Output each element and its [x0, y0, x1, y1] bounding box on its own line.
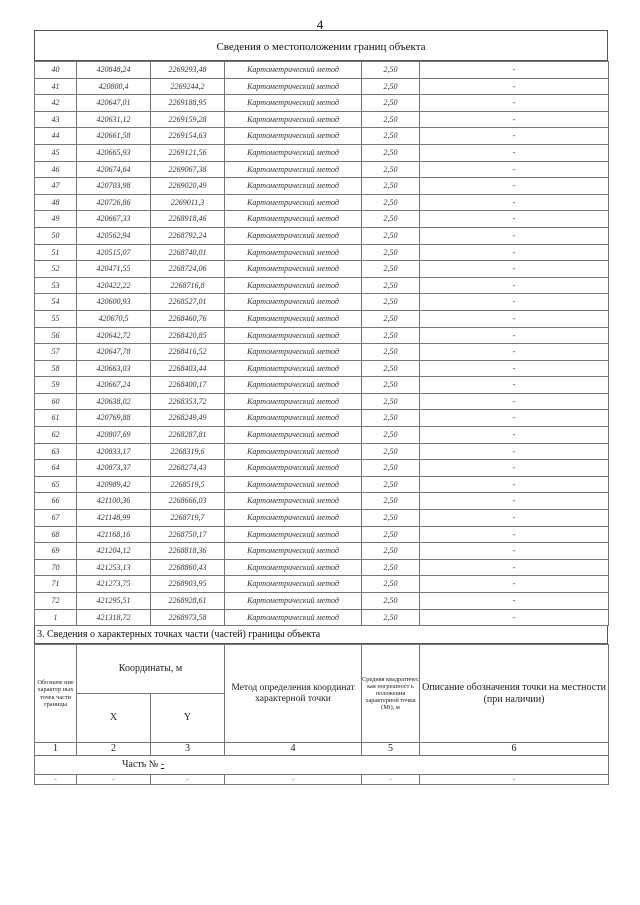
description-cell: -	[420, 526, 609, 543]
header-coordinates: Координаты, м	[77, 645, 225, 694]
table-row	[35, 144, 609, 161]
table-row	[35, 393, 609, 410]
precision-cell: 2,50	[362, 460, 420, 477]
coord-y-cell: 2268287,81	[151, 427, 225, 444]
coord-x-cell: 421295,51	[77, 593, 151, 610]
method-cell: Картометрический метод	[225, 377, 362, 394]
method-cell: Картометрический метод	[225, 576, 362, 593]
coord-y-cell: 2268319,6	[151, 443, 225, 460]
precision-cell: 2,50	[362, 327, 420, 344]
description-cell: -	[420, 128, 609, 145]
description-cell: -	[420, 294, 609, 311]
method-cell: Картометрический метод	[225, 194, 362, 211]
point-number-cell: 45	[35, 144, 77, 161]
dash-cell: -	[225, 775, 362, 785]
point-number-cell: 61	[35, 410, 77, 427]
coord-x-cell: 420667,33	[77, 211, 151, 228]
coord-x-cell: 421100,36	[77, 493, 151, 510]
coord-x-cell: 420600,93	[77, 294, 151, 311]
point-number-cell: 52	[35, 261, 77, 278]
point-number-cell: 41	[35, 78, 77, 95]
coord-x-cell: 420670,5	[77, 310, 151, 327]
coord-y-cell: 2268353,72	[151, 393, 225, 410]
dash-cell: -	[35, 775, 77, 785]
precision-cell: 2,50	[362, 410, 420, 427]
coord-y-cell: 2268274,43	[151, 460, 225, 477]
coord-x-cell: 420422,22	[77, 277, 151, 294]
table-row	[35, 327, 609, 344]
coord-y-cell: 2268818,36	[151, 543, 225, 560]
point-number-cell: 55	[35, 310, 77, 327]
method-cell: Картометрический метод	[225, 526, 362, 543]
coord-x-cell: 420833,17	[77, 443, 151, 460]
part-label: Часть №	[122, 759, 159, 771]
coord-y-cell: 2269244,2	[151, 78, 225, 95]
point-number-cell: 58	[35, 360, 77, 377]
table-row	[35, 128, 609, 145]
method-cell: Картометрический метод	[225, 310, 362, 327]
description-cell: -	[420, 111, 609, 128]
precision-cell: 2,50	[362, 493, 420, 510]
table-row	[35, 460, 609, 477]
table-row	[35, 410, 609, 427]
precision-cell: 2,50	[362, 294, 420, 311]
description-cell: -	[420, 443, 609, 460]
description-cell: -	[420, 510, 609, 527]
description-cell: -	[420, 310, 609, 327]
coord-y-cell: 2268460,76	[151, 310, 225, 327]
coord-x-cell: 420631,12	[77, 111, 151, 128]
point-number-cell: 57	[35, 344, 77, 361]
description-cell: -	[420, 261, 609, 278]
coord-x-cell: 420515,07	[77, 244, 151, 261]
table-row	[35, 95, 609, 112]
col-number: 2	[77, 743, 151, 756]
method-cell: Картометрический метод	[225, 410, 362, 427]
point-number-cell: 50	[35, 227, 77, 244]
precision-cell: 2,50	[362, 144, 420, 161]
table-row	[35, 543, 609, 560]
method-cell: Картометрический метод	[225, 244, 362, 261]
point-number-cell: 47	[35, 178, 77, 195]
coord-x-cell: 421318,72	[77, 609, 151, 626]
method-cell: Картометрический метод	[225, 393, 362, 410]
description-cell: -	[420, 476, 609, 493]
table-row	[35, 244, 609, 261]
table-row	[35, 526, 609, 543]
point-number-cell: 59	[35, 377, 77, 394]
coord-x-cell: 420663,03	[77, 360, 151, 377]
method-cell: Картометрический метод	[225, 111, 362, 128]
method-cell: Картометрический метод	[225, 476, 362, 493]
precision-cell: 2,50	[362, 377, 420, 394]
method-cell: Картометрический метод	[225, 510, 362, 527]
precision-cell: 2,50	[362, 227, 420, 244]
table-row	[35, 427, 609, 444]
point-number-cell: 67	[35, 510, 77, 527]
coord-x-cell: 421204,12	[77, 543, 151, 560]
coord-y-cell: 2268860,43	[151, 559, 225, 576]
table-row	[35, 344, 609, 361]
part-row	[35, 756, 609, 775]
method-cell: Картометрический метод	[225, 95, 362, 112]
coord-y-cell: 2268416,52	[151, 344, 225, 361]
coord-y-cell: 2268527,01	[151, 294, 225, 311]
description-cell: -	[420, 78, 609, 95]
method-cell: Картометрический метод	[225, 493, 362, 510]
method-cell: Картометрический метод	[225, 161, 362, 178]
table-row	[35, 78, 609, 95]
precision-cell: 2,50	[362, 427, 420, 444]
point-number-cell: 72	[35, 593, 77, 610]
precision-cell: 2,50	[362, 211, 420, 228]
coord-y-cell: 2268928,61	[151, 593, 225, 610]
page-number: 4	[316, 17, 324, 32]
precision-cell: 2,50	[362, 111, 420, 128]
coord-y-cell: 2268519,5	[151, 476, 225, 493]
header-x: X	[77, 694, 151, 743]
precision-cell: 2,50	[362, 593, 420, 610]
coord-x-cell: 421253,13	[77, 559, 151, 576]
part-value: -	[160, 759, 165, 771]
method-cell: Картометрический метод	[225, 360, 362, 377]
coord-y-cell: 2269020,49	[151, 178, 225, 195]
method-cell: Картометрический метод	[225, 294, 362, 311]
method-cell: Картометрический метод	[225, 62, 362, 79]
table-row	[35, 576, 609, 593]
method-cell: Картометрический метод	[225, 543, 362, 560]
description-cell: -	[420, 609, 609, 626]
precision-cell: 2,50	[362, 443, 420, 460]
precision-cell: 2,50	[362, 194, 420, 211]
coord-x-cell: 421148,99	[77, 510, 151, 527]
precision-cell: 2,50	[362, 128, 420, 145]
coord-y-cell: 2268403,44	[151, 360, 225, 377]
col-number: 6	[420, 743, 609, 756]
coord-x-cell: 420647,01	[77, 95, 151, 112]
point-number-cell: 53	[35, 277, 77, 294]
precision-cell: 2,50	[362, 310, 420, 327]
coord-x-cell: 421168,16	[77, 526, 151, 543]
table-row	[35, 493, 609, 510]
coord-y-cell: 2268420,85	[151, 327, 225, 344]
table-row	[35, 227, 609, 244]
precision-cell: 2,50	[362, 161, 420, 178]
method-cell: Картометрический метод	[225, 609, 362, 626]
coord-y-cell: 2269154,63	[151, 128, 225, 145]
coord-y-cell: 2269188,95	[151, 95, 225, 112]
method-cell: Картометрический метод	[225, 227, 362, 244]
precision-cell: 2,50	[362, 277, 420, 294]
coord-y-cell: 2268918,46	[151, 211, 225, 228]
dash-cell: -	[151, 775, 225, 785]
coord-x-cell: 420667,24	[77, 377, 151, 394]
precision-cell: 2,50	[362, 78, 420, 95]
precision-cell: 2,50	[362, 609, 420, 626]
point-number-cell: 43	[35, 111, 77, 128]
method-cell: Картометрический метод	[225, 261, 362, 278]
coord-x-cell: 420769,88	[77, 410, 151, 427]
table-row	[35, 443, 609, 460]
point-number-cell: 70	[35, 559, 77, 576]
coord-x-cell: 420661,58	[77, 128, 151, 145]
description-cell: -	[420, 393, 609, 410]
description-cell: -	[420, 144, 609, 161]
col-number: 3	[151, 743, 225, 756]
precision-cell: 2,50	[362, 543, 420, 560]
coord-x-cell: 420807,69	[77, 427, 151, 444]
document-frame	[34, 30, 608, 785]
coord-x-cell: 421273,75	[77, 576, 151, 593]
method-cell: Картометрический метод	[225, 443, 362, 460]
precision-cell: 2,50	[362, 576, 420, 593]
description-cell: -	[420, 360, 609, 377]
description-cell: -	[420, 344, 609, 361]
table-row	[35, 609, 609, 626]
point-number-cell: 71	[35, 576, 77, 593]
section-title: Сведения о местоположении границ объекта	[34, 30, 608, 61]
col-number: 1	[35, 743, 77, 756]
table-row	[35, 211, 609, 228]
table-row	[35, 377, 609, 394]
point-number-cell: 69	[35, 543, 77, 560]
description-cell: -	[420, 493, 609, 510]
point-number-cell: 54	[35, 294, 77, 311]
description-cell: -	[420, 227, 609, 244]
point-number-cell: 40	[35, 62, 77, 79]
description-cell: -	[420, 161, 609, 178]
coord-y-cell: 2269011,3	[151, 194, 225, 211]
coord-x-cell: 420703,98	[77, 178, 151, 195]
point-number-cell: 63	[35, 443, 77, 460]
coord-x-cell: 420726,86	[77, 194, 151, 211]
coord-y-cell: 2268249,49	[151, 410, 225, 427]
table-row	[35, 476, 609, 493]
point-number-cell: 68	[35, 526, 77, 543]
description-cell: -	[420, 576, 609, 593]
coord-y-cell: 2269159,28	[151, 111, 225, 128]
header-description: Описание обозначения точки на местности (при наличии)	[420, 645, 609, 743]
point-number-cell: 64	[35, 460, 77, 477]
point-number-cell: 51	[35, 244, 77, 261]
table-row	[35, 178, 609, 195]
description-cell: -	[420, 460, 609, 477]
coord-x-cell: 420989,42	[77, 476, 151, 493]
point-number-cell: 56	[35, 327, 77, 344]
description-cell: -	[420, 95, 609, 112]
section3-title: 3. Сведения о характерных точках части (частей) границы объекта	[34, 626, 608, 644]
coord-x-cell: 420873,37	[77, 460, 151, 477]
coord-y-cell: 2268792,24	[151, 227, 225, 244]
method-cell: Картометрический метод	[225, 593, 362, 610]
method-cell: Картометрический метод	[225, 460, 362, 477]
coord-x-cell: 420642,72	[77, 327, 151, 344]
description-cell: -	[420, 377, 609, 394]
coord-y-cell: 2268666,03	[151, 493, 225, 510]
header-point-designation: Обозначе ние характер ных точек части границы	[35, 645, 77, 743]
section3-table	[34, 644, 609, 785]
precision-cell: 2,50	[362, 526, 420, 543]
description-cell: -	[420, 559, 609, 576]
description-cell: -	[420, 194, 609, 211]
coord-y-cell: 2268740,01	[151, 244, 225, 261]
coord-y-cell: 2268724,06	[151, 261, 225, 278]
precision-cell: 2,50	[362, 178, 420, 195]
coord-y-cell: 2268400,17	[151, 377, 225, 394]
description-cell: -	[420, 427, 609, 444]
coord-x-cell: 420674,64	[77, 161, 151, 178]
precision-cell: 2,50	[362, 95, 420, 112]
method-cell: Картометрический метод	[225, 78, 362, 95]
description-cell: -	[420, 593, 609, 610]
table-row	[35, 111, 609, 128]
precision-cell: 2,50	[362, 476, 420, 493]
table-row	[35, 261, 609, 278]
description-cell: -	[420, 62, 609, 79]
table-row	[35, 593, 609, 610]
coord-y-cell: 2268716,8	[151, 277, 225, 294]
header-y: Y	[151, 694, 225, 743]
coord-x-cell: 420848,24	[77, 62, 151, 79]
coord-y-cell: 2269121,56	[151, 144, 225, 161]
col-number: 4	[225, 743, 362, 756]
precision-cell: 2,50	[362, 261, 420, 278]
method-cell: Картометрический метод	[225, 559, 362, 576]
method-cell: Картометрический метод	[225, 211, 362, 228]
table-row	[35, 62, 609, 79]
point-number-cell: 44	[35, 128, 77, 145]
precision-cell: 2,50	[362, 559, 420, 576]
description-cell: -	[420, 178, 609, 195]
coord-x-cell: 420647,78	[77, 344, 151, 361]
table-row	[35, 360, 609, 377]
coord-y-cell: 2269067,38	[151, 161, 225, 178]
point-number-cell: 48	[35, 194, 77, 211]
description-cell: -	[420, 277, 609, 294]
table-row	[35, 161, 609, 178]
precision-cell: 2,50	[362, 393, 420, 410]
description-cell: -	[420, 211, 609, 228]
precision-cell: 2,50	[362, 360, 420, 377]
method-cell: Картометрический метод	[225, 427, 362, 444]
coord-x-cell: 420562,94	[77, 227, 151, 244]
description-cell: -	[420, 543, 609, 560]
point-number-cell: 65	[35, 476, 77, 493]
dash-cell: -	[362, 775, 420, 785]
coord-x-cell: 420800,4	[77, 78, 151, 95]
coord-y-cell: 2269293,48	[151, 62, 225, 79]
dash-cell: -	[420, 775, 609, 785]
coord-x-cell: 420471,55	[77, 261, 151, 278]
point-number-cell: 42	[35, 95, 77, 112]
description-cell: -	[420, 410, 609, 427]
point-number-cell: 49	[35, 211, 77, 228]
table-row	[35, 510, 609, 527]
table-row	[35, 194, 609, 211]
coord-y-cell: 2268750,17	[151, 526, 225, 543]
precision-cell: 2,50	[362, 244, 420, 261]
coord-y-cell: 2268903,95	[151, 576, 225, 593]
coord-x-cell: 420638,02	[77, 393, 151, 410]
coord-y-cell: 2268973,58	[151, 609, 225, 626]
points-table	[34, 61, 609, 626]
description-cell: -	[420, 327, 609, 344]
point-number-cell: 1	[35, 609, 77, 626]
point-number-cell: 66	[35, 493, 77, 510]
method-cell: Картометрический метод	[225, 144, 362, 161]
method-cell: Картометрический метод	[225, 344, 362, 361]
coord-y-cell: 2268719,7	[151, 510, 225, 527]
precision-cell: 2,50	[362, 510, 420, 527]
table-row	[35, 310, 609, 327]
col-number: 5	[362, 743, 420, 756]
point-number-cell: 46	[35, 161, 77, 178]
dash-cell: -	[77, 775, 151, 785]
table-row	[35, 559, 609, 576]
precision-cell: 2,50	[362, 62, 420, 79]
header-method: Метод определения координат характерной точки	[225, 645, 362, 743]
method-cell: Картометрический метод	[225, 128, 362, 145]
method-cell: Картометрический метод	[225, 178, 362, 195]
method-cell: Картометрический метод	[225, 327, 362, 344]
precision-cell: 2,50	[362, 344, 420, 361]
coord-x-cell: 420665,93	[77, 144, 151, 161]
table-row	[35, 277, 609, 294]
header-precision: Средняя квадратичес кая погрешност ь положения характерной точки (Mt), м	[362, 645, 420, 743]
point-number-cell: 62	[35, 427, 77, 444]
table-row	[35, 294, 609, 311]
point-number-cell: 60	[35, 393, 77, 410]
description-cell: -	[420, 244, 609, 261]
method-cell: Картометрический метод	[225, 277, 362, 294]
